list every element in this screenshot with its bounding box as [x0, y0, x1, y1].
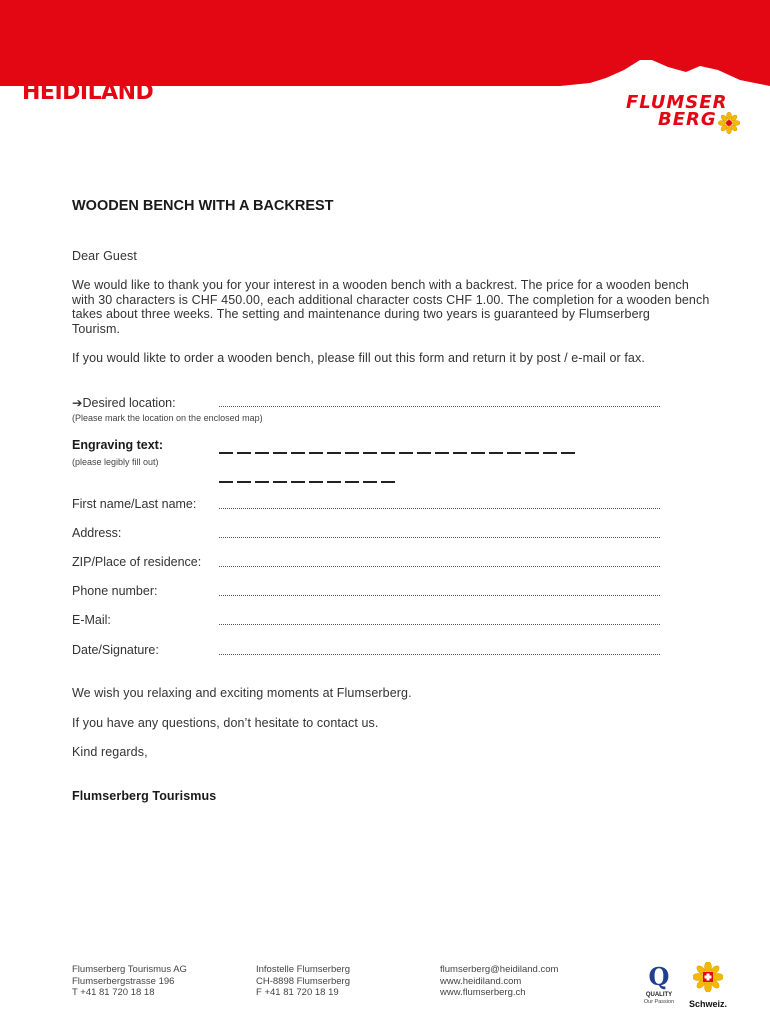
first-last-name-field[interactable]	[219, 507, 660, 509]
engraving-char-slot[interactable]	[237, 452, 251, 454]
engraving-char-slot[interactable]	[489, 452, 503, 454]
engraving-char-slot[interactable]	[417, 452, 431, 454]
engraving-char-slot[interactable]	[309, 481, 323, 483]
engraving-char-slot[interactable]	[327, 481, 341, 483]
heidiland-logo: HEIDILAND	[22, 80, 154, 105]
engraving-char-slot[interactable]	[453, 452, 467, 454]
engraving-char-slot[interactable]	[471, 452, 485, 454]
phone-number-label: Phone number:	[72, 584, 158, 598]
flumserberg-logo	[626, 92, 727, 130]
intro-line: We would like to thank you for your interest in a wooden bench with a backrest. The price for a wooden bench	[72, 278, 689, 292]
signature-name: Flumserberg Tourismus	[72, 789, 217, 803]
engraving-char-slot[interactable]	[273, 452, 287, 454]
intro-line: Tourism.	[72, 321, 121, 336]
engraving-text-label: Engraving text:	[72, 438, 163, 452]
engraving-char-slot[interactable]	[525, 452, 539, 454]
engraving-char-slot[interactable]	[507, 452, 521, 454]
first-last-name-label: First name/Last name:	[72, 497, 197, 511]
engraving-char-slot[interactable]	[561, 452, 575, 454]
engraving-char-slot[interactable]	[363, 481, 377, 483]
flumserberg-logo-line2: BERG	[658, 109, 717, 130]
footer-email-link[interactable]: flumserberg@heidiland.com	[440, 964, 559, 975]
engraving-char-slot[interactable]	[327, 452, 341, 454]
engraving-char-slot[interactable]	[363, 452, 377, 454]
edelweiss-icon	[718, 112, 740, 134]
engraving-char-slot[interactable]	[219, 452, 233, 454]
address-field[interactable]	[219, 536, 660, 538]
quality-subtitle: Our Passion	[643, 999, 675, 1005]
quality-title: QUALITY	[645, 992, 673, 998]
email-label: E-Mail:	[72, 613, 111, 627]
document-title: WOODEN BENCH WITH A BACKREST	[72, 198, 334, 214]
footer-website-link[interactable]: www.flumserberg.ch	[440, 987, 526, 998]
quality-badge	[640, 962, 678, 1005]
greeting: Dear Guest	[72, 249, 137, 263]
engraving-text-hint: (please legibly fill out)	[72, 457, 159, 467]
footer-line: Flumserberg Tourismus AG	[72, 964, 187, 975]
closing-contact: If you have any questions, don’t hesitate to contact us.	[72, 716, 379, 730]
closing-wish: We wish you relaxing and exciting moments at Flumserberg.	[72, 686, 412, 700]
footer-infostelle	[256, 964, 350, 999]
intro-line: takes about three weeks. The setting and maintenance during two years is guaranteed by Flumserberg	[72, 307, 650, 321]
swiss-flower-icon	[693, 962, 723, 992]
date-signature-field[interactable]	[219, 653, 660, 655]
engraving-char-slot[interactable]	[381, 481, 395, 483]
engraving-char-slot[interactable]	[381, 452, 395, 454]
engraving-char-slot[interactable]	[219, 481, 233, 483]
engraving-char-slot[interactable]	[345, 452, 359, 454]
address-label: Address:	[72, 526, 122, 540]
engraving-char-slot[interactable]	[399, 452, 413, 454]
engraving-char-slot[interactable]	[273, 481, 287, 483]
footer-line: CH-8898 Flumserberg	[256, 975, 350, 987]
email-field[interactable]	[219, 623, 660, 625]
footer-line: T +41 81 720 18 18	[72, 987, 155, 998]
schweiz-badge	[686, 962, 730, 1009]
schweiz-label: Schweiz.	[688, 999, 727, 1009]
header-banner	[0, 0, 770, 90]
intro-paragraph	[72, 278, 722, 336]
flumserberg-logo-line1: FLUMSER	[626, 92, 728, 113]
desired-location-field[interactable]	[219, 405, 660, 407]
engraving-char-slot[interactable]	[237, 481, 251, 483]
engraving-char-slot[interactable]	[255, 452, 269, 454]
footer-line: Flumserbergstrasse 196	[72, 975, 175, 987]
phone-number-field[interactable]	[219, 594, 660, 596]
engraving-char-slot[interactable]	[309, 452, 323, 454]
zip-place-label: ZIP/Place of residence:	[72, 555, 202, 569]
engraving-char-slot[interactable]	[543, 452, 557, 454]
closing-regards: Kind regards,	[72, 745, 148, 759]
engraving-char-slot[interactable]	[291, 481, 305, 483]
footer-line: Infostelle Flumserberg	[256, 964, 350, 975]
footer-website-link[interactable]: www.heidiland.com	[440, 975, 522, 987]
date-signature-label: Date/Signature:	[72, 643, 159, 657]
desired-location-hint: (Please mark the location on the enclosed map)	[72, 413, 263, 423]
engraving-char-slot[interactable]	[255, 481, 269, 483]
desired-location-label: ➔Desired location:	[72, 396, 176, 410]
zip-place-field[interactable]	[219, 565, 660, 567]
engraving-row-1[interactable]	[219, 452, 575, 454]
footer-address	[72, 964, 187, 999]
quality-icon: Q	[648, 962, 670, 991]
intro-line: with 30 characters is CHF 450.00, each additional character costs CHF 1.00. The completion for a wooden bench	[72, 292, 710, 307]
engraving-char-slot[interactable]	[435, 452, 449, 454]
footer-web	[440, 964, 558, 999]
engraving-char-slot[interactable]	[345, 481, 359, 483]
footer-line: F +41 81 720 18 19	[256, 987, 339, 998]
order-instructions: If you would likte to order a wooden bench, please fill out this form and return it by post / e-mail or fax.	[72, 351, 645, 365]
engraving-char-slot[interactable]	[291, 452, 305, 454]
engraving-row-2[interactable]	[219, 481, 395, 483]
